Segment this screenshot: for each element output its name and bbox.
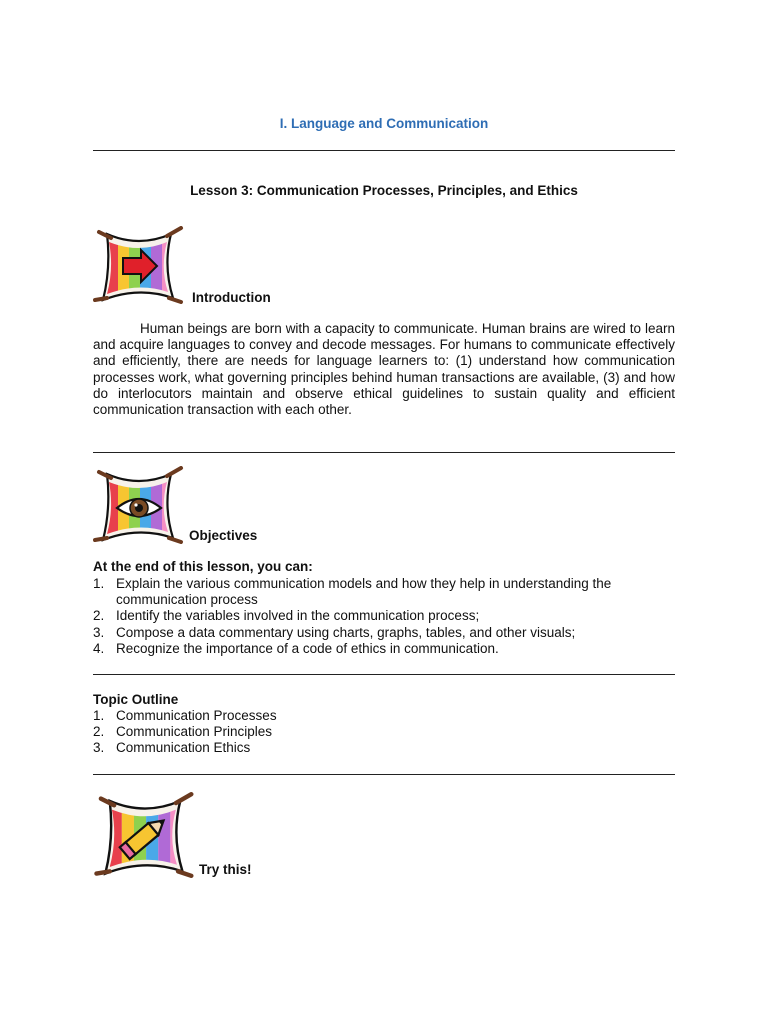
- objectives-lead: At the end of this lesson, you can:: [93, 559, 313, 574]
- list-number: 3.: [93, 624, 105, 640]
- introduction-text: Human beings are born with a capacity to communicate. Human brains are wired to learn and acquire languages to convey and decode messages. For humans to communicate effectively and efficiently, there are needs for language learners to: (1) understand how communication processes work, what governing principles behind human transactions are available, (3) and how do interlocutors maintain and observe ethical guidelines to sustain quality and efficient communication transaction with each other.: [93, 321, 675, 418]
- list-item: [93, 708, 675, 724]
- list-number: 2.: [93, 608, 105, 624]
- eye-banner-icon: [93, 466, 185, 544]
- list-item-text: Identify the variables involved in the communication process;: [116, 608, 480, 624]
- list-number: 3.: [93, 740, 105, 756]
- list-item: [93, 608, 675, 624]
- list-number: 4.: [93, 640, 105, 656]
- arrow-banner-icon: [93, 226, 185, 304]
- pencil-banner-icon: [93, 792, 197, 878]
- list-item: [93, 740, 675, 756]
- divider-rule: [93, 674, 675, 675]
- list-item-text: Recognize the importance of a code of ethics in communication.: [116, 640, 499, 656]
- unit-title: I. Language and Communication: [279, 116, 489, 131]
- try-this-heading: Try this!: [199, 862, 252, 877]
- divider-rule: [93, 452, 675, 453]
- list-item-text: Communication Principles: [116, 724, 273, 740]
- objectives-list: [93, 576, 675, 657]
- list-item: [93, 576, 675, 608]
- introduction-paragraph: [93, 321, 675, 418]
- list-item: [93, 625, 675, 641]
- list-item-text: Explain the various communication models and how they help in understanding the communication process: [116, 576, 612, 608]
- objectives-heading: Objectives: [189, 528, 258, 543]
- lesson-title: Lesson 3: Communication Processes, Principles, and Ethics: [190, 183, 578, 198]
- list-item-text: Communication Processes: [116, 708, 277, 723]
- list-item: [93, 641, 675, 657]
- list-number: 2.: [93, 724, 105, 740]
- divider-rule: [93, 150, 675, 151]
- list-item: [93, 724, 675, 740]
- list-number: 1.: [93, 576, 105, 591]
- topic-outline-heading: Topic Outline: [93, 692, 179, 707]
- list-number: 1.: [93, 708, 105, 723]
- topic-outline-list: [93, 708, 675, 757]
- introduction-heading: Introduction: [192, 290, 271, 305]
- list-item-text: Compose a data commentary using charts, graphs, tables, and other visuals;: [116, 624, 576, 640]
- divider-rule: [93, 774, 675, 775]
- list-item-text: Communication Ethics: [116, 740, 251, 756]
